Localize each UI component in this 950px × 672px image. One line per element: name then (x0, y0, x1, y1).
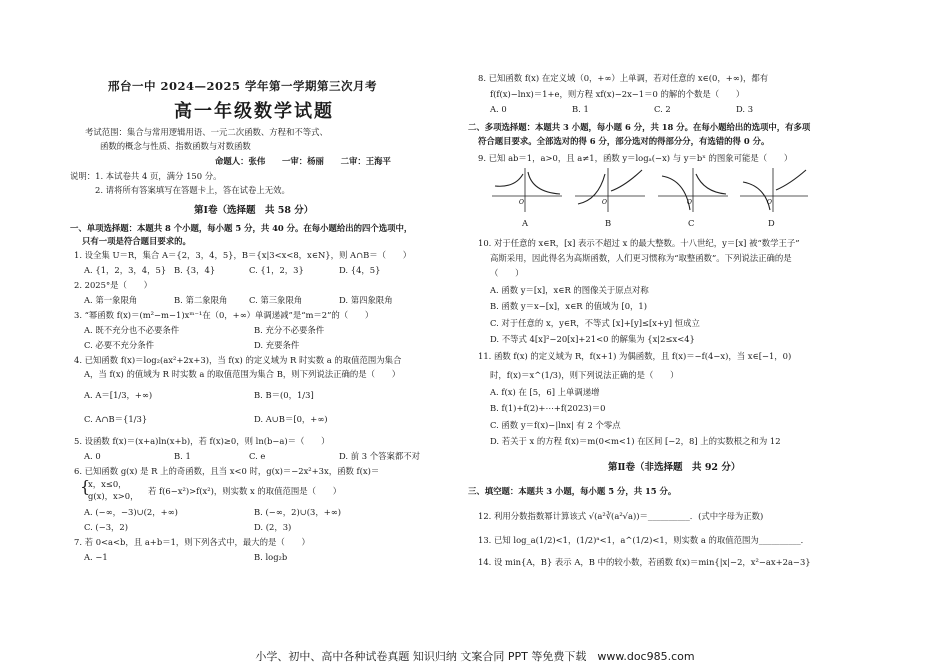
question-5-options (84, 451, 420, 462)
option-d: D. 3 (736, 104, 754, 114)
question-6-options-row1 (84, 507, 341, 518)
page-title: 高一年级数学试题 (174, 101, 334, 122)
question-6-options-row2 (84, 522, 291, 533)
option-c: C. 第三象限角 (249, 295, 303, 305)
option-c: C. 对于任意的 x，y∈R，不等式 [x]+[y]≤[x+y] 恒成立 (490, 318, 700, 328)
exam-header-line: 邢台一中 2024—2025 学年第一学期第三次月考 (108, 79, 378, 93)
graph-label-c: C (688, 218, 695, 228)
part1-title: 第Ⅰ卷（选择题 共 58 分） (194, 205, 314, 216)
question-14: 14. 设 min{A，B} 表示 A，B 中的较小数，若函数 f(x)＝min{|x|−2，x²−ax+2a−3} (478, 557, 811, 567)
question-8-cont: f(f(x)−lnx)＝1+e，则方程 xf(x)−2x−1＝0 的解的个数是（ ） (490, 89, 745, 99)
option-d: D. 不等式 4[x]²−20[x]+21<0 的解集为 {x|2≤x<4} (490, 334, 695, 344)
section1-heading: 一、单项选择题：本题共 8 个小题，每小题 5 分，共 40 分。在每小题给出的四个选项中， (70, 223, 413, 233)
graph-d (740, 168, 808, 212)
question-9-graph-labels (522, 218, 775, 229)
question-4-options-row2 (84, 414, 328, 425)
option-b: B. f(1)+f(2)+⋯+f(2023)＝0 (490, 403, 606, 413)
authors-line: 命题人：张伟 一审：杨丽 二审：王海平 (215, 156, 391, 166)
section3-heading: 三、填空题：本题共 3 小题，每小题 5 分，共 15 分。 (468, 486, 677, 496)
option-a: A. A＝[1/3，+∞) (84, 390, 153, 400)
option-c: C. 2 (654, 104, 671, 114)
question-3: 3. “幂函数 f(x)＝(m²−m−1)xᵐ⁻¹在（0，+∞）单调递减”是“m＝2”的（ ） (74, 310, 374, 320)
instruction-1: 说明：1. 本试卷共 4 页，满分 150 分。 (70, 171, 222, 181)
option-a: A. 既不充分也不必要条件 (84, 325, 180, 335)
origin-label: O (767, 199, 772, 206)
graph-a (492, 168, 562, 212)
option-a: A. −1 (84, 552, 108, 562)
question-2: 2. 2025°是（ ） (74, 280, 153, 290)
option-d: D. {4，5} (339, 265, 381, 275)
instruction-2: 2. 请将所有答案填写在答题卡上，答在试卷上无效。 (95, 185, 290, 195)
graph-b (575, 168, 645, 212)
option-a: A. 0 (84, 451, 101, 461)
question-6-cont: 若 f(6−x²)>f(x²)，则实数 x 的取值范围是（ ） (148, 486, 342, 496)
option-c: C. 必要不充分条件 (84, 340, 155, 350)
question-4-cont: A，当 f(x) 的值域为 R 时实数 a 的取值范围为集合 B，则下列说法正确的是（ ） (84, 369, 401, 379)
option-d: D. A∪B＝[0，+∞) (254, 414, 328, 424)
option-c: C. A∩B＝{1/3} (84, 414, 148, 424)
option-d: D. 若关于 x 的方程 f(x)＝m(0<m<1) 在区间 [−2，8] 上的实数根之和为 12 (490, 436, 781, 446)
question-11: 11. 函数 f(x) 的定义域为 R，f(x+1) 为偶函数，且 f(x)＝−f(4−x)，当 x∈[−1，0) (478, 351, 792, 361)
section2-heading: 二、多项选择题：本题共 3 小题，每小题 6 分，共 18 分。在每小题给出的选项中，有多项 (468, 122, 811, 132)
question-8: 8. 已知函数 f(x) 在定义域（0，+∞）上单调，若对任意的 x∈(0，+∞)，都有 (478, 73, 769, 83)
question-7-options (84, 552, 287, 563)
option-c: C. e (249, 451, 266, 461)
option-c: C. 函数 y＝f(x)−|lnx| 有 2 个零点 (490, 420, 621, 430)
question-8-options (490, 104, 753, 115)
question-1: 1. 设全集 U＝R，集合 A＝{2，3，4，5}，B＝{x|3<x<8，x∈N}，则 A∩B＝（ ） (74, 250, 412, 260)
piecewise-brace: { (80, 477, 91, 496)
option-b: B. log₂b (254, 552, 288, 562)
option-c: C. (−3，2) (84, 522, 129, 532)
question-10-cont-2: （ ） (490, 268, 524, 278)
origin-label: O (519, 199, 524, 206)
origin-label: O (602, 199, 607, 206)
option-a: A. (−∞，−3)∪(2，+∞) (84, 507, 178, 517)
piecewise-case-1: x，x≤0， (88, 479, 127, 489)
option-a: A. f(x) 在 [5，6] 上单调递增 (490, 387, 600, 397)
question-10-cont: 高斯采用，因此得名为高斯函数，人们更习惯称为“取整函数”。下列说法正确的是 (490, 253, 792, 263)
question-10: 10. 对于任意的 x∈R，[x] 表示不超过 x 的最大整数。十八世纪，y＝[x] 被“数学王子” (478, 238, 800, 248)
option-b: B. 第二象限角 (174, 295, 228, 305)
exam-scope-line-1: 考试范围：集合与常用逻辑用语、一元二次函数、方程和不等式、 (85, 127, 328, 137)
option-b: B. B＝(0，1/3] (254, 390, 314, 400)
option-b: B. 1 (174, 451, 191, 461)
option-a: A. 函数 y＝[x]，x∈R 的图像关于原点对称 (490, 285, 649, 295)
option-b: B. 1 (572, 104, 589, 114)
graph-c (658, 168, 728, 212)
question-2-options (84, 295, 419, 306)
exam-scope-line-2: 函数的概念与性质、指数函数与对数函数 (100, 141, 251, 151)
question-12: 12. 利用分数指数幂计算该式 √(a²∛(a²√a))＝__________．(式中字母为正数) (478, 511, 764, 521)
option-a: A. 0 (490, 104, 507, 114)
question-7: 7. 若 0<a<b，且 a+b＝1，则下列各式中，最大的是（ ） (74, 537, 310, 547)
option-d: D. 前 3 个答案都不对 (339, 451, 421, 461)
option-a: A. 第一象限角 (84, 295, 138, 305)
option-d: D. (2，3) (254, 522, 292, 532)
graph-label-a: A (522, 218, 529, 228)
question-1-options (84, 265, 419, 276)
section1-heading-cont: 只有一项是符合题目要求的。 (82, 236, 191, 246)
question-3-options-row2 (84, 340, 299, 351)
option-b: B. (−∞，2)∪(3，+∞) (254, 507, 341, 517)
option-a: A. {1，2，3，4，5} (84, 265, 167, 275)
graph-label-d: D (768, 218, 775, 228)
section2-heading-cont: 符合题目要求。全部选对的得 6 分，部分选对的得部分分，有选错的得 0 分。 (478, 136, 770, 146)
piecewise-case-2: g(x)，x>0， (88, 491, 139, 501)
question-4: 4. 已知函数 f(x)＝log₂(ax²+2x+3)，当 f(x) 的定义域为 R 时实数 a 的取值范围为集合 (74, 355, 402, 365)
question-6: 6. 已知函数 g(x) 是 R 上的奇函数，且当 x<0 时，g(x)＝−2x²+3x，函数 f(x)＝ (74, 466, 380, 476)
option-d: D. 充要条件 (254, 340, 300, 350)
option-b: B. 函数 y＝x−[x]，x∈R 的值域为 [0，1) (490, 301, 647, 311)
question-5: 5. 设函数 f(x)＝(x+a)ln(x+b)，若 f(x)≥0，则 ln(b−a)＝（ ） (74, 436, 330, 446)
question-9-graph-options (490, 166, 810, 214)
option-b: B. {3，4} (174, 265, 216, 275)
option-b: B. 充分不必要条件 (254, 325, 325, 335)
part2-title: 第Ⅱ卷（非选择题 共 92 分） (608, 462, 741, 473)
question-9: 9. 已知 ab＝1，a>0，且 a≠1，函数 y＝logₐ(−x) 与 y＝bˣ 的图象可能是（ ） (478, 153, 793, 163)
footer-watermark-text: 小学、初中、高中各种试卷真题 知识归纳 文案合同 PPT 等免费下载 www.doc985.com (255, 650, 695, 663)
graph-label-b: B (605, 218, 612, 228)
option-c: C. {1，2，3} (249, 265, 304, 275)
option-d: D. 第四象限角 (339, 295, 393, 305)
question-13: 13. 已知 log_a(1/2)<1，(1/2)ᵃ<1，a^(1/2)<1，则实数 a 的取值范围为__________． (478, 535, 810, 545)
question-3-options-row1 (84, 325, 324, 336)
origin-label: O (687, 199, 692, 206)
question-11-cont: 时，f(x)＝x^(1/3)，则下列说法正确的是（ ） (490, 370, 679, 380)
question-4-options-row1 (84, 390, 314, 401)
